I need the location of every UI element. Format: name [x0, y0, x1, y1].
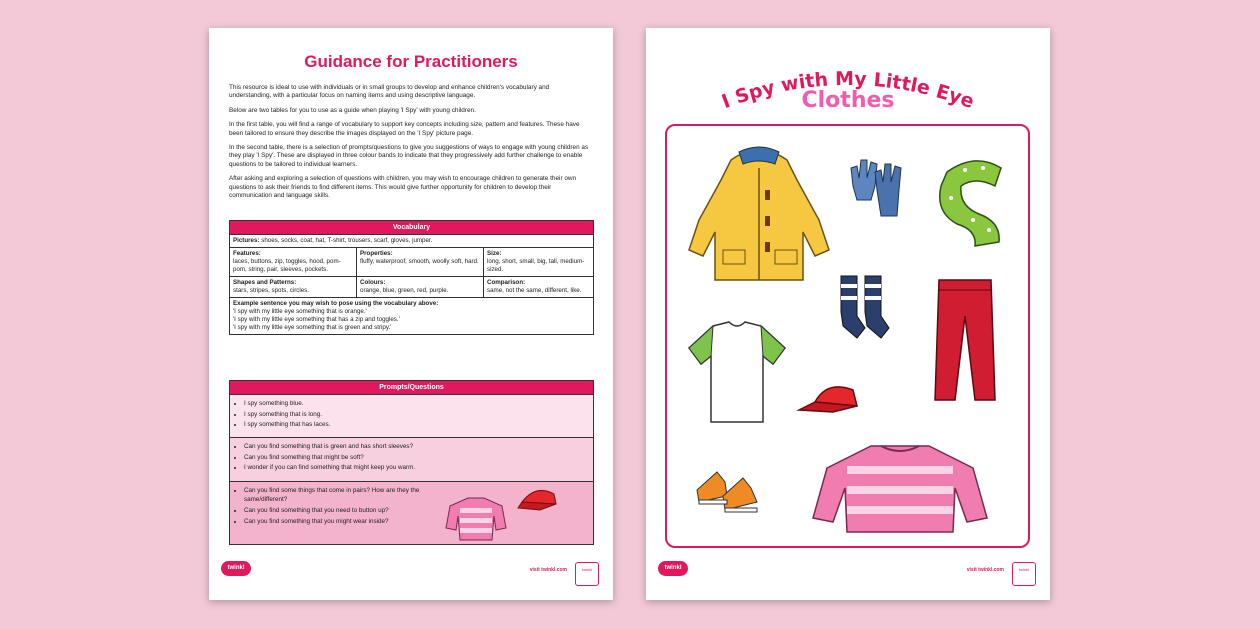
vocabulary-table — [229, 220, 594, 335]
shapes-text: stars, stripes, spots, circles. — [233, 287, 309, 294]
vocabulary-header: Vocabulary — [230, 221, 594, 235]
prompt-item: • Can you find something that is green and has short sleeves? — [244, 442, 587, 453]
comparison-text: same, not the same, different, like. — [487, 287, 582, 294]
prompt-item: • I spy something that has laces. — [244, 420, 587, 431]
prompt-item: • Can you find something that you need to button up? — [244, 506, 587, 517]
intro-paragraph: After asking and exploring a selection of questions with children, you may wish to encourage children to generate their own questions to ask their friends to find different items. This would give further opportunity for children to develop their communication and language skills. — [229, 175, 577, 200]
intro-paragraph: This resource is ideal to use with individuals or in small groups to develop and enhance children's vocabulary and understanding, with a particular focus on naming items and using descriptive language. — [229, 84, 550, 100]
page-title: Guidance for Practitioners — [304, 52, 518, 71]
prompts-band-easy — [230, 394, 593, 437]
cap-icon[interactable] — [795, 380, 865, 420]
guidance-page — [209, 28, 613, 600]
prompt-item: • I spy something blue. — [244, 399, 587, 410]
trainers-icon[interactable] — [693, 460, 763, 516]
properties-cell — [357, 248, 484, 277]
prompts-header: Prompts/Questions — [230, 381, 593, 394]
t-shirt-icon[interactable] — [685, 318, 789, 428]
scarf-icon[interactable] — [935, 156, 1011, 250]
intro-text — [229, 84, 593, 206]
features-text: laces, buttons, zip, toggles, hood, pom-pom, string, pair, sleeves, pockets. — [233, 258, 341, 273]
properties-label: Properties: — [360, 250, 393, 257]
example-label: Example sentence you may wish to pose using the vocabulary above: — [233, 300, 439, 307]
size-label: Size: — [487, 250, 502, 257]
prompt-item: • Can you find some things that come in pairs? How are they the same/different? — [244, 486, 424, 504]
properties-text: fluffy, waterproof, smooth, woolly soft, hard. — [360, 258, 479, 265]
prompt-item: • Can you find something that you might wear inside? — [244, 517, 587, 528]
small-cap-icon — [518, 490, 556, 510]
colours-text: orange, blue, green, red, purple. — [360, 287, 449, 294]
pictures-text: shoes, socks, coat, hat, T-shirt, trousers, scarf, gloves, jumper. — [261, 237, 433, 244]
prompt-item: • I wonder if you can find something that might keep you warm. — [244, 463, 587, 474]
jumper-icon[interactable] — [807, 432, 993, 538]
intro-paragraph: In the second table, there is a selection of prompts/questions to give you suggestions of ways to engage with young children as they play 'I Spy'. These are displayed in three colour bands to indicate that they progressively add further challenge to enable questions to be tailored to individual learners. — [229, 144, 589, 168]
clothes-frame — [665, 124, 1030, 548]
prompts-band-hard — [230, 481, 593, 544]
shapes-label: Shapes and Patterns: — [233, 279, 297, 286]
subtitle: Clothes — [801, 88, 895, 113]
comparison-label: Comparison: — [487, 279, 526, 286]
footer-url[interactable]: visit twinkl.com — [529, 567, 567, 573]
intro-paragraph: In the first table, you will find a range of vocabulary to support key concepts including size, pattern and features. These have been tailored to ensure they describe the images displayed on the 'I Spy' picture page. — [229, 121, 580, 137]
comparison-cell — [484, 277, 594, 298]
example-cell — [230, 298, 594, 335]
footer-url[interactable]: visit twinkl.com — [966, 567, 1004, 573]
features-label: Features: — [233, 250, 261, 257]
footer-badge: twinkl — [575, 562, 599, 586]
example-sentence: 'I spy with my little eye something that is orange.' — [233, 308, 367, 315]
colours-cell — [357, 277, 484, 298]
gloves-icon[interactable] — [847, 152, 907, 222]
small-jumper-icon — [446, 498, 506, 540]
example-sentence: 'I spy with my little eye something that has a zip and toggles.' — [233, 316, 400, 323]
example-sentence: 'I spy with my little eye something that is green and stripy.' — [233, 324, 392, 331]
twinkl-logo[interactable]: twinkl — [658, 561, 688, 576]
shapes-cell — [230, 277, 357, 298]
footer-badge: twinkl — [1012, 562, 1036, 586]
pictures-label: Pictures: — [233, 237, 260, 244]
size-cell — [484, 248, 594, 277]
socks-icon[interactable] — [835, 272, 895, 344]
intro-paragraph: Below are two tables for you to use as a guide when playing 'I Spy' with young children. — [229, 106, 476, 114]
size-text: long, short, small, big, tall, medium-sized. — [487, 258, 585, 273]
jumper-cap-illustration — [440, 484, 570, 544]
trousers-icon[interactable] — [925, 276, 1005, 406]
colours-label: Colours: — [360, 279, 386, 286]
pictures-cell — [230, 235, 594, 248]
features-cell — [230, 248, 357, 277]
title-text: I Spy with My Little Eye — [718, 68, 978, 114]
prompt-item: • Can you find something that might be soft? — [244, 453, 587, 464]
raincoat-icon[interactable] — [679, 140, 839, 290]
prompt-item: • I spy something that is long. — [244, 410, 587, 421]
twinkl-logo[interactable]: twinkl — [221, 561, 251, 576]
prompts-band-medium — [230, 437, 593, 481]
prompts-table — [229, 380, 594, 545]
picture-page — [646, 28, 1050, 600]
